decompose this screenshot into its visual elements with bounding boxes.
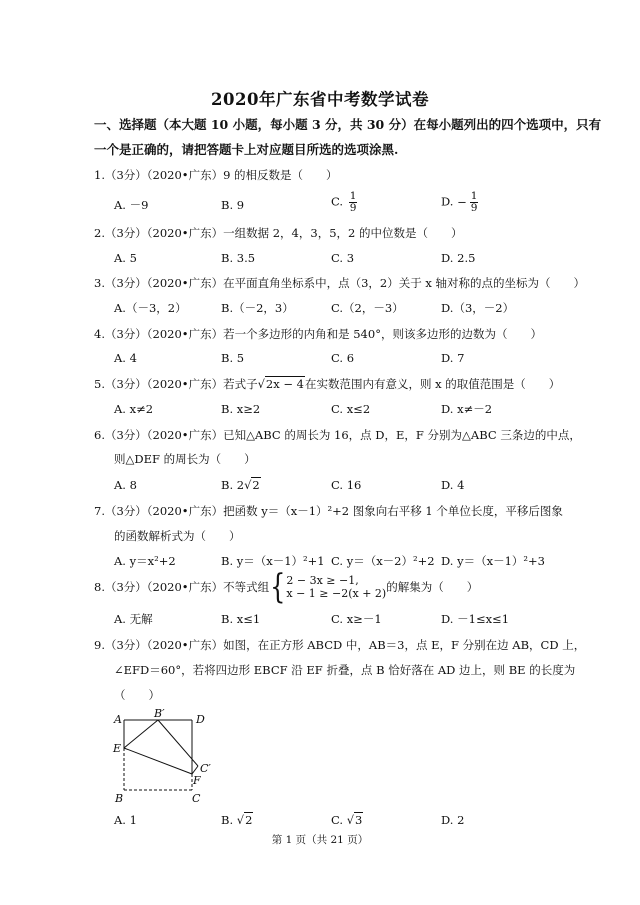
question-5-option-b: B. x≥2 bbox=[221, 402, 261, 416]
question-2-option-b: B. 3.5 bbox=[221, 251, 256, 265]
page-title: 2020年广东省中考数学试卷 bbox=[211, 90, 429, 109]
square-fold-figure bbox=[108, 706, 228, 806]
question-7-option-d: D. y＝（x－1）²+3 bbox=[441, 554, 545, 568]
question-8-option-d: D. －1≤x≤1 bbox=[441, 612, 510, 626]
question-3-option-c: C.（2，－3） bbox=[331, 301, 404, 315]
question-2-option-c: C. 3 bbox=[331, 251, 355, 265]
question-6-option-c: C. 16 bbox=[331, 478, 362, 492]
question-8-option-b: B. x≤1 bbox=[221, 612, 261, 626]
segment-c-prime-f bbox=[192, 766, 198, 774]
question-9-option-b: B. √2 bbox=[221, 813, 253, 827]
question-2-option-d: D. 2.5 bbox=[441, 251, 476, 265]
segment-eb-prime bbox=[124, 720, 158, 748]
question-7-option-a: A. y＝x²+2 bbox=[114, 554, 176, 568]
question-9-stem: 9.（3分）（2020•广东）如图，在正方形 ABCD 中，AB＝3，点 E，F 分别在边 AB，CD 上， bbox=[94, 638, 586, 652]
question-6-option-a: A. 8 bbox=[114, 478, 137, 492]
question-4-option-b: B. 5 bbox=[221, 351, 245, 365]
question-1-stem: 1.（3分）（2020•广东）9 的相反数是（ ） bbox=[94, 168, 338, 182]
label-c: C bbox=[192, 792, 201, 805]
question-3-option-d: D.（3，－2） bbox=[441, 301, 515, 315]
page-footer: 第 1 页（共 21 页） bbox=[271, 834, 369, 846]
question-5-option-d: D. x≠－2 bbox=[441, 402, 493, 416]
question-9-option-a: A. 1 bbox=[114, 813, 137, 827]
question-6-stem-line2: 则△DEF 的周长为（ ） bbox=[114, 452, 256, 466]
question-4-option-a: A. 4 bbox=[114, 351, 137, 365]
question-6-option-d: D. 4 bbox=[441, 478, 465, 492]
question-9-stem-line3: （ ） bbox=[114, 688, 160, 702]
question-6-stem: 6.（3分）（2020•广东）已知△ABC 的周长为 16，点 D，E，F 分别为△ABC 三条边的中点， bbox=[94, 428, 581, 442]
label-f: F bbox=[193, 774, 201, 787]
question-8-stem: 8.（3分）（2020•广东）不等式组{ 2 − 3x ≥ −1, x − 1 ≥ −2(x + 2) 的解集为（ ） bbox=[94, 567, 479, 607]
label-b-prime: B′ bbox=[154, 707, 165, 720]
question-2-stem: 2.（3分）（2020•广东）一组数据 2，4，3，5，2 的中位数是（ ） bbox=[94, 226, 463, 240]
segment-ef bbox=[124, 748, 192, 774]
question-3-option-a: A.（－3，2） bbox=[114, 301, 187, 315]
question-6-option-b: B. 2√2 bbox=[221, 478, 260, 492]
question-3-option-b: B.（－2，3） bbox=[221, 301, 294, 315]
inequality-system: 2 − 3x ≥ −1, x − 1 ≥ −2(x + 2) bbox=[286, 574, 387, 600]
question-9-option-c: C. √3 bbox=[331, 813, 363, 827]
question-7-stem-line2: 的函数解析式为（ ） bbox=[114, 529, 241, 543]
question-1-option-d: D. − $\frac{1}{9}$ bbox=[441, 190, 478, 214]
label-c-prime: C′ bbox=[200, 762, 211, 775]
question-4-option-c: C. 6 bbox=[331, 351, 355, 365]
question-1-option-b: B. 9 bbox=[221, 198, 245, 212]
label-e: E bbox=[113, 742, 122, 755]
question-7-option-c: C. y＝（x－2）²+2 bbox=[331, 554, 435, 568]
question-8-option-a: A. 无解 bbox=[114, 612, 153, 626]
label-a: A bbox=[114, 713, 122, 726]
question-2-option-a: A. 5 bbox=[114, 251, 137, 265]
question-1-option-a: A. －9 bbox=[114, 198, 149, 212]
question-1-option-c: C. $\frac{1}{9}$ bbox=[331, 190, 357, 214]
question-7-stem: 7.（3分）（2020•广东）把函数 y＝（x－1）²+2 图象向右平移 1 个单位长度，平移后图象 bbox=[94, 504, 563, 518]
question-7-option-b: B. y＝（x－1）²+1 bbox=[221, 554, 325, 568]
question-9-stem-line2: ∠EFD＝60°，若将四边形 EBCF 沿 EF 折叠，点 B 恰好落在 AD 边上，则 BE 的长度为 bbox=[114, 663, 576, 677]
question-3-stem: 3.（3分）（2020•广东）在平面直角坐标系中，点（3，2）关于 x 轴对称的点的坐标为（ ） bbox=[94, 276, 586, 290]
question-4-stem: 4.（3分）（2020•广东）若一个多边形的内角和是 540°，则该多边形的边数为（ ） bbox=[94, 327, 542, 341]
section-instructions-line2: 一个是正确的，请把答题卡上对应题目所选的选项涂黑. bbox=[94, 142, 399, 157]
question-9-option-d: D. 2 bbox=[441, 813, 465, 827]
fraction: $\frac{1}{9}$ bbox=[349, 190, 357, 214]
question-5-option-a: A. x≠2 bbox=[114, 402, 154, 416]
question-8-option-c: C. x≥－1 bbox=[331, 612, 382, 626]
label-b: B bbox=[115, 792, 124, 805]
fraction: $\frac{1}{9}$ bbox=[470, 190, 478, 214]
section-instructions-line1: 一、选择题（本大题 10 小题，每小题 3 分，共 30 分）在每小题列出的四个选项中，只有 bbox=[94, 117, 602, 132]
question-5-option-c: C. x≤2 bbox=[331, 402, 371, 416]
question-5-stem: 5.（3分）（2020•广东）若式子√2x − 4在实数范围内有意义，则 x 的取值范围是（ ） bbox=[94, 377, 561, 391]
label-d: D bbox=[196, 713, 205, 726]
question-4-option-d: D. 7 bbox=[441, 351, 465, 365]
